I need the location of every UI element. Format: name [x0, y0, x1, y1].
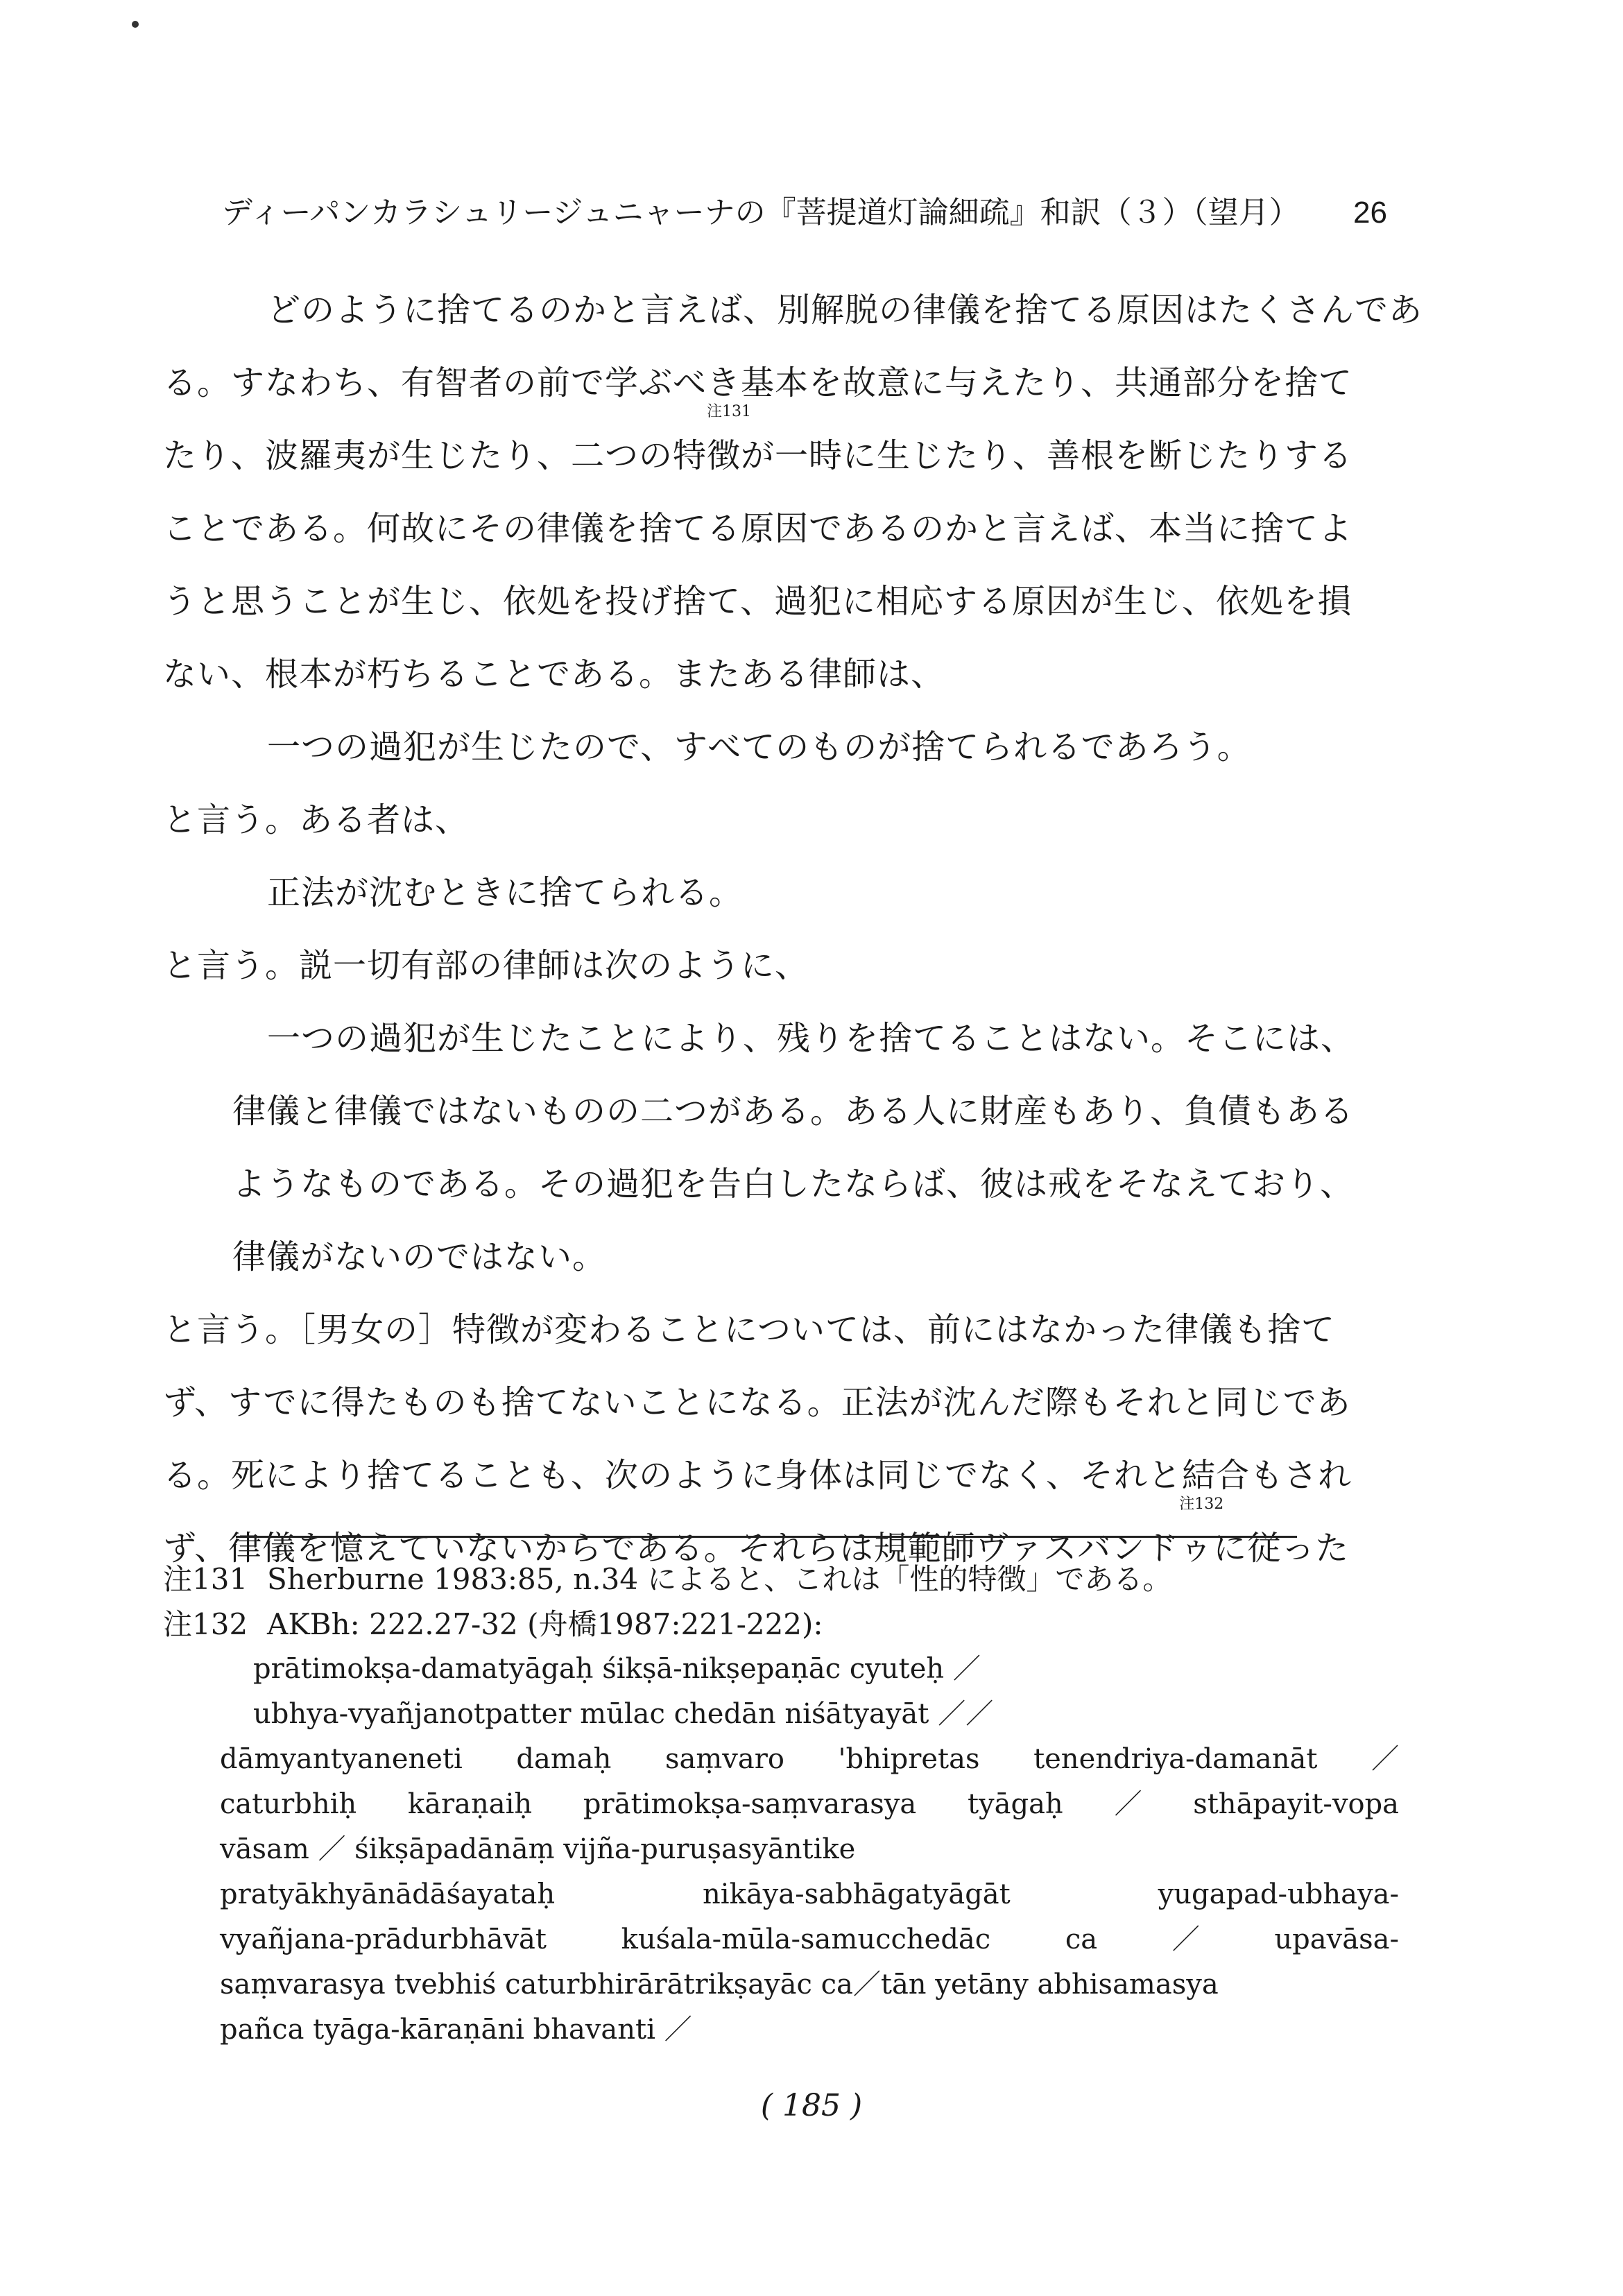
sanskrit-prose-line: [163, 1917, 1399, 1962]
anchor-char: ゥ: [1179, 1529, 1214, 1568]
word: upavāsa-: [1274, 1924, 1399, 1955]
text-line: と言う。説一切有部の律師は次のように、: [163, 946, 809, 985]
word: tyāgaḥ: [967, 1788, 1063, 1820]
word: damaḥ: [516, 1743, 612, 1775]
text-span: に従った: [1213, 1529, 1350, 1568]
sanskrit-prose-line: vāsam ／ śikṣāpadānāṃ vijña-puruṣasyāntike: [220, 1833, 856, 1865]
word: dāmyantyaneneti: [220, 1743, 463, 1775]
text-line: うと思うことが生じ、依処を投げ捨て、過犯に相応する原因が生じ、依処を損: [163, 582, 1352, 621]
text-line: と言う。［男女の］特徴が変わることについては、前にはなかった律儀も捨て: [163, 1310, 1336, 1349]
word: caturbhiḥ: [220, 1788, 357, 1820]
text-line: ず、すでに得たものも捨てないことになる。正法が沈んだ際もそれと同じであ: [163, 1383, 1351, 1422]
footnote-separator: [236, 1536, 1297, 1538]
text-span: ず、律儀を憶えていないからである。それらは規範師ヴァスバンド: [163, 1529, 1180, 1568]
text-line: ない、根本が朽ちることである。またある律師は、: [163, 655, 945, 694]
text-span: が一時に生じたり、善根を断じたりする: [741, 436, 1353, 475]
word: sthāpayit-vopa: [1193, 1788, 1399, 1820]
word: ／: [1371, 1743, 1399, 1775]
sanskrit-prose-line: [163, 1782, 1399, 1827]
scan-speck: [132, 21, 139, 28]
footnote-ref-132[interactable]: 注132: [1179, 1496, 1224, 1513]
text-span: たり、波羅夷が生じたり、二つの特: [163, 436, 707, 475]
footnote-text: Sherburne 1983:85, n.34 によると、これは「性的特徴」である。: [267, 1562, 1172, 1596]
header-page-number: 26: [1353, 196, 1387, 230]
quote-line: ようなものである。その過犯を告白したならば、彼は戒をそなえており、: [232, 1165, 1355, 1203]
sanskrit-verse-line: ubhya-vyañjanotpatter mūlac chedān niśātyayāt ／／: [253, 1698, 994, 1730]
footnote-label: 注132: [163, 1607, 248, 1641]
text-line: ことである。何故にその律儀を捨てる原因であるのかと言えば、本当に捨てよ: [163, 509, 1353, 548]
anchor-char: 徴: [707, 436, 741, 475]
text-line: る。すなわち、有智者の前で学ぶべき基本を故意に与えたり、共通部分を捨て: [163, 363, 1353, 402]
quote-line: 正法が沈むときに捨てられる。: [267, 873, 744, 912]
footnote-131: [163, 1557, 1398, 1602]
footnote-ref-131[interactable]: 注131: [707, 403, 752, 420]
quote-line: 律儀と律儀ではないものの二つがある。ある人に財産もあり、負債もある: [232, 1092, 1355, 1131]
footnote-text: AKBh: 222.27-32 (舟橋1987:221-222):: [267, 1607, 823, 1641]
word: prātimokṣa-saṃvarasya: [583, 1788, 917, 1820]
word: vyañjana-prādurbhāvāt: [220, 1924, 547, 1955]
quote-line: 一つの過犯が生じたので、すべてのものが捨てられるであろう。: [267, 728, 1251, 766]
footer-page-number: ( 185 ): [760, 2088, 863, 2123]
sanskrit-prose-line: saṃvarasya tvebhiś caturbhirārātrikṣayāc ca／tān yetāny abhisamasya: [220, 1969, 1219, 2001]
quote-line: 律儀がないのではない。: [232, 1237, 607, 1276]
word: kāraṇaiḥ: [407, 1788, 533, 1820]
sanskrit-verse-line: prātimokṣa-damatyāgaḥ śikṣā-nikṣepaṇāc cyuteḥ ／: [253, 1653, 981, 1685]
word: yugapad-ubhaya-: [1158, 1878, 1399, 1910]
word: pratyākhyānādāśayataḥ: [220, 1878, 556, 1910]
word: 'bhipretas: [838, 1743, 980, 1775]
quote-line: 一つの過犯が生じたことにより、残りを捨てることはない。そこには、: [267, 1019, 1355, 1058]
footnotes: [163, 1557, 1398, 2053]
text-line: と言う。ある者は、: [163, 800, 470, 839]
footnote-anchor: [707, 403, 752, 475]
word: kuśala-mūla-samucchedāc: [621, 1924, 991, 1955]
text-line: る。死により捨てることも、次のように身体は同じでなく、それと結合もされ: [163, 1456, 1352, 1495]
word: ca: [1065, 1924, 1098, 1955]
page-footer: [0, 2088, 1623, 2123]
header-title: ディーパンカラシュリージュニャーナの『菩提道灯論細疏』和訳（３）（望月）: [222, 195, 1300, 230]
word: ／: [1171, 1924, 1200, 1955]
main-text: [163, 274, 1423, 1585]
word: ／: [1114, 1788, 1142, 1820]
word: saṃvaro: [664, 1743, 784, 1775]
word: tenendriya-damanāt: [1033, 1743, 1318, 1775]
sanskrit-prose-line: [163, 1872, 1399, 1917]
footnote-label: 注131: [163, 1562, 248, 1596]
text-line: [163, 403, 1391, 492]
footnote-132: [163, 1602, 1398, 1647]
running-header: [222, 189, 1387, 237]
word: nikāya-sabhāgatyāgāt: [703, 1878, 1011, 1910]
text-line: どのように捨てるのかと言えば、別解脱の律儀を捨てる原因はたくさんであ: [267, 291, 1423, 329]
sanskrit-prose-line: pañca tyāga-kāraṇāni bhavanti ／: [220, 2014, 692, 2046]
sanskrit-prose-line: [163, 1737, 1399, 1782]
